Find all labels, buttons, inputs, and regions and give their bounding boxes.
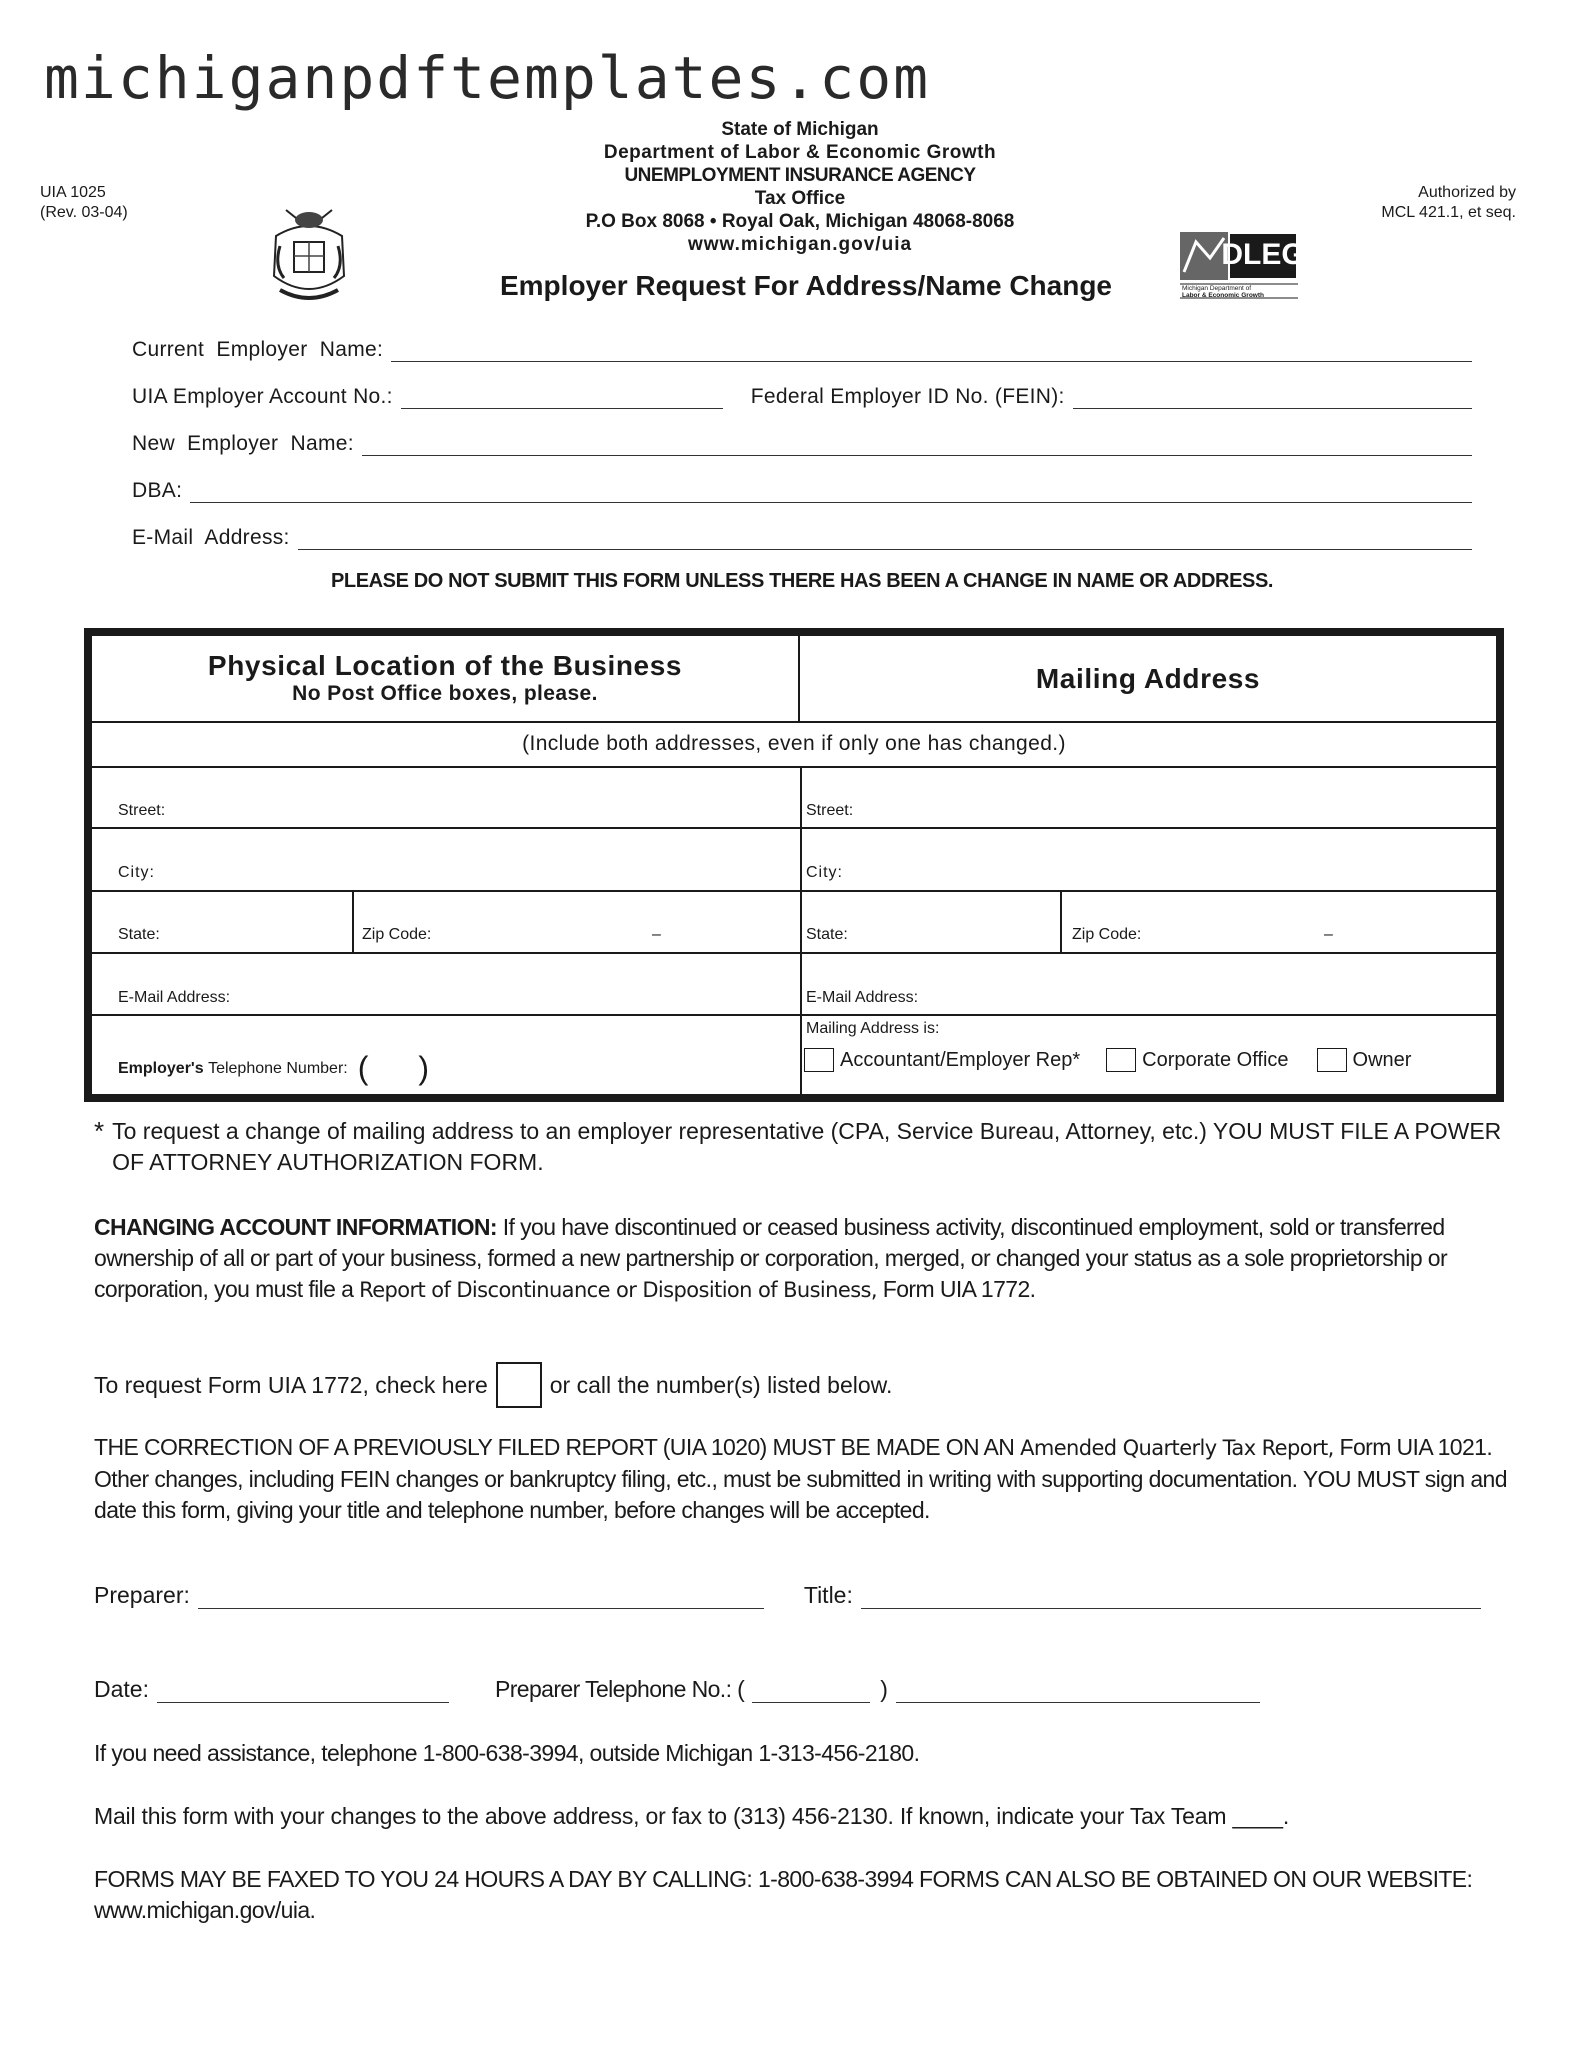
state-seal-icon [266,206,352,310]
fein-input[interactable] [1073,390,1472,409]
agency-header [500,118,1100,256]
new-employer-name-label: New Employer Name: [132,432,354,455]
correction-part1: THE CORRECTION OF A PREVIOUSLY FILED REPORT (UIA 1020) MUST BE MADE ON AN [94,1434,1015,1460]
preparer-phone-input[interactable] [896,1682,1260,1703]
changing-text: If you have discontinued or ceased business activity, discontinued employment, sold or transferred ownership of all or part of your business, formed a new partnership or corporation, merged, or changed your status as a sole proprietorship or corporation, you must file a [94,1214,1448,1302]
date-input[interactable] [157,1682,449,1703]
mail-line: Mail this form with your changes to the above address, or fax to (313) 456-2130. If known, indicate your Tax Team ____. [94,1803,1290,1829]
agency-office: Tax Office [754,188,846,209]
correction-part2: Form UIA 1021. Other changes, including FEIN changes or bankruptcy filing, etc., must be submitted in writing with supporting documentation. YOU MUST sign and date this form, giving your title and telephone number, before changes will be accepted. [94,1434,1507,1523]
dba-field[interactable] [132,479,1472,503]
agency-address: P.O Box 8068 • Royal Oak, Michigan 48068-8068 [585,211,1015,232]
accountant-checkbox[interactable] [804,1048,834,1072]
footnote-star: * [94,1116,105,1146]
phone-paren-close: ) [418,1050,430,1086]
fein-label: Federal Employer ID No. (FEIN): [750,385,1065,408]
dleg-caption1: Michigan Department of [1182,285,1252,292]
dleg-letters: DLEG [1221,238,1298,271]
forms-faxed-line: FORMS MAY BE FAXED TO YOU 24 HOURS A DAY BY CALLING: 1-800-638-3994 FORMS CAN ALSO BE OBTAINED ON OUR WEBSITE: www.michigan.gov/uia. [94,1866,1473,1923]
uia-account-input[interactable] [401,390,723,409]
mailing-options [804,1048,1411,1072]
date-label: Date: [94,1676,149,1702]
agency-state: State of Michigan [721,119,879,140]
physical-street-label: Street: [118,802,166,819]
form-revision: (Rev. 03-04) [40,204,128,221]
email-label: E-Mail Address: [132,526,290,549]
current-employer-name-label: Current Employer Name: [132,338,384,361]
request-form-checkbox[interactable] [496,1362,542,1408]
agency-department: Department of Labor & Economic Growth [603,142,997,163]
corporate-office-checkbox[interactable] [1106,1048,1136,1072]
form-title: Employer Request For Address/Name Change [499,270,1112,301]
request-after: or call the number(s) listed below. [549,1371,893,1398]
request-before: To request Form UIA 1772, check here [94,1371,488,1398]
physical-zip-label: Zip Code: [362,926,432,943]
report-name: Report of Discontinuance or Disposition of Business, [359,1278,877,1302]
email-input[interactable] [298,531,1472,550]
title-label: Title: [803,1582,853,1608]
physical-header: Physical Location of the Business [207,650,683,681]
mailing-state-label: State: [806,926,848,943]
correction-paragraph [94,1432,1514,1526]
dba-label: DBA: [132,479,183,502]
assistance-line: If you need assistance, telephone 1-800-638-3994, outside Michigan 1-313-456-2180. [94,1740,920,1766]
preparer-phone-close: ) [880,1676,888,1702]
preparer-input[interactable] [198,1588,764,1609]
physical-state-label: State: [118,926,160,943]
physical-email-label: E-Mail Address: [118,989,231,1006]
title-input[interactable] [861,1588,1481,1609]
agency-name: UNEMPLOYMENT INSURANCE AGENCY [624,165,976,186]
authorization [1381,183,1516,223]
form-number: UIA 1025 [40,184,106,201]
phone-paren-open: ( [357,1050,369,1086]
date-phone-row [94,1676,1260,1703]
uia-account-label: UIA Employer Account No.: [132,385,393,408]
form-ref: Form UIA 1772. [882,1276,1036,1302]
changing-account-info [94,1212,1514,1306]
authorization-line2: MCL 421.1, et seq. [1381,204,1516,221]
dleg-caption2: Labor & Economic Growth [1182,292,1264,299]
agency-website: www.michigan.gov/uia [687,234,913,255]
submission-notice: PLEASE DO NOT SUBMIT THIS FORM UNLESS THERE HAS BEEN A CHANGE IN NAME OR ADDRESS. [330,570,1274,592]
preparer-row [94,1582,1481,1609]
physical-zip-dash: – [652,926,661,943]
corporate-office-option-label: Corporate Office [1142,1048,1289,1071]
mailing-is-label: Mailing Address is: [806,1020,940,1037]
mailing-zip-dash: – [1324,926,1333,943]
footnote-text: To request a change of mailing address to an employer representative (CPA, Service Bureau, Attorney, etc.) YOU MUST FILE A POWER OF ATTORNEY AUTHORIZATION FORM. [112,1118,1502,1175]
owner-option-label: Owner [1352,1048,1412,1071]
changing-heading: CHANGING ACCOUNT INFORMATION: [94,1214,497,1240]
physical-subheader: No Post Office boxes, please. [292,682,598,705]
employer-phone-bold: Employer's [118,1059,204,1077]
footnote [94,1116,1514,1178]
mailing-header: Mailing Address [1035,663,1261,694]
account-fein-row [132,385,1472,409]
mailing-city-label: City: [806,864,843,881]
new-employer-name-input[interactable] [362,437,1472,456]
owner-checkbox[interactable] [1317,1048,1347,1072]
email-field[interactable] [132,526,1472,550]
preparer-phone-label: Preparer Telephone No.: ( [494,1676,745,1702]
mailing-email-label: E-Mail Address: [806,989,919,1006]
preparer-label: Preparer: [94,1582,190,1608]
employer-phone [118,1050,429,1087]
current-employer-name-input[interactable] [391,343,1472,362]
site-watermark: michiganpdftemplates.com [44,44,931,112]
request-form-row [94,1362,892,1408]
address-table [84,628,1504,1102]
employer-phone-label: Telephone Number: [208,1059,348,1077]
form-id [40,183,128,223]
authorization-line1: Authorized by [1418,184,1516,201]
include-both-note: (Include both addresses, even if only one has changed.) [522,732,1066,755]
mailing-zip-label: Zip Code: [1072,926,1142,943]
physical-header-cell [92,650,798,706]
mailing-street-label: Street: [806,802,854,819]
amended-report: Amended Quarterly Tax Report, [1020,1436,1334,1460]
current-employer-name-field[interactable] [132,338,1472,362]
preparer-area-code-input[interactable] [752,1682,870,1703]
physical-city-label: City: [118,864,155,881]
dba-input[interactable] [190,484,1472,503]
accountant-option-label: Accountant/Employer Rep* [840,1048,1081,1071]
new-employer-name-field[interactable] [132,432,1472,456]
